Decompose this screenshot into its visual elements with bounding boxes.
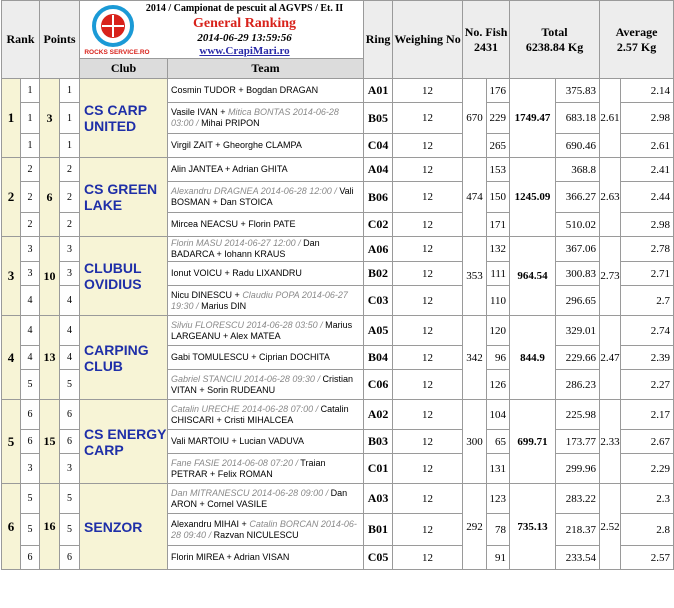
team-average: 2.44 — [621, 182, 674, 213]
table-row — [2, 400, 674, 430]
club-average: 2.73 — [600, 237, 621, 316]
pos-cell: 1 — [21, 134, 40, 158]
team-current: Razvan NICULESCU — [213, 529, 299, 540]
pos-cell: 3 — [21, 237, 40, 262]
weighing-value: 12 — [393, 400, 463, 430]
team-fish: 111 — [487, 262, 510, 286]
club-name: SENZOR — [80, 484, 168, 570]
team-average: 2.8 — [621, 514, 674, 546]
weighing-value: 12 — [393, 213, 463, 237]
pos-cell: 3 — [21, 454, 40, 484]
ring-value: B03 — [364, 430, 393, 454]
pos-cell: 6 — [21, 430, 40, 454]
title-block — [80, 1, 364, 59]
pos-cell: 2 — [21, 158, 40, 182]
pos-cell: 3 — [21, 262, 40, 286]
team-cell — [168, 484, 364, 514]
club-total: 699.71 — [510, 400, 556, 484]
points-value: 6 — [40, 158, 60, 237]
rank-value: 4 — [2, 316, 21, 400]
average-header-label: Average — [615, 24, 658, 39]
points-value: 15 — [40, 400, 60, 484]
weighing-value: 12 — [393, 262, 463, 286]
weighing-value: 12 — [393, 134, 463, 158]
team-current: Cosmin TUDOR + Bogdan DRAGAN — [171, 85, 319, 95]
team-cell — [168, 514, 364, 546]
team-prefix: Alexandru MIHAI + — [171, 518, 250, 529]
pos-cell: 4 — [21, 346, 40, 370]
pos-cell: 4 — [21, 286, 40, 316]
pos-cell: 6 — [21, 400, 40, 430]
team-total: 218.37 — [556, 514, 600, 546]
team-current: Florin MIREA + Adrian VISAN — [171, 552, 290, 562]
club-fish: 353 — [463, 237, 487, 316]
weighing-value: 12 — [393, 484, 463, 514]
team-current: Marius LARGEANU + Alex MATEA — [171, 319, 353, 341]
team-total: 286.23 — [556, 370, 600, 400]
ring-value: B06 — [364, 182, 393, 213]
team-average: 2.29 — [621, 454, 674, 484]
team-average: 2.98 — [621, 103, 674, 134]
club-name: CARPING CLUB — [80, 316, 168, 400]
club-name: CS CARP UNITED — [80, 79, 168, 158]
team-cell — [168, 370, 364, 400]
points-value: 16 — [40, 484, 60, 570]
team-total: 690.46 — [556, 134, 600, 158]
pos-cell-2: 5 — [60, 370, 80, 400]
ring-value: A05 — [364, 316, 393, 346]
team-total: 366.27 — [556, 182, 600, 213]
rank-header: Rank — [2, 1, 40, 79]
team-old: Gabriel STANCIU 2014-06-28 09:30 / — [171, 373, 320, 384]
team-cell — [168, 158, 364, 182]
club-average: 2.63 — [600, 158, 621, 237]
team-fish: 153 — [487, 158, 510, 182]
team-fish: 171 — [487, 213, 510, 237]
team-current: Dan ARON + Cornel VASILE — [171, 487, 348, 509]
club-total: 1749.47 — [510, 79, 556, 158]
total-header-value: 6238.84 Kg — [525, 39, 584, 54]
ring-value: B05 — [364, 103, 393, 134]
team-cell — [168, 400, 364, 430]
pos-cell: 5 — [21, 514, 40, 546]
team-average: 2.27 — [621, 370, 674, 400]
team-fish: 123 — [487, 484, 510, 514]
team-fish: 126 — [487, 370, 510, 400]
ring-value: A04 — [364, 158, 393, 182]
club-name: CLUBUL OVIDIUS — [80, 237, 168, 316]
ranking-body — [2, 79, 674, 570]
ring-value: A01 — [364, 79, 393, 103]
team-fish: 150 — [487, 182, 510, 213]
weighing-value: 12 — [393, 454, 463, 484]
pos-cell-2: 6 — [60, 546, 80, 570]
table-row — [2, 158, 674, 182]
pos-cell-2: 5 — [60, 484, 80, 514]
team-average: 2.14 — [621, 79, 674, 103]
pos-cell-2: 2 — [60, 182, 80, 213]
timestamp: 2014-06-29 13:59:56 — [197, 31, 292, 44]
fish-header-total: 2431 — [474, 39, 499, 54]
team-fish: 120 — [487, 316, 510, 346]
pos-cell: 5 — [21, 370, 40, 400]
team-cell — [168, 346, 364, 370]
team-current: Gabi TOMULESCU + Ciprian DOCHITA — [171, 352, 330, 362]
weighing-value: 12 — [393, 286, 463, 316]
page-title: General Ranking — [192, 15, 297, 31]
team-current: Traian PETRAR + Felix ROMAN — [171, 457, 326, 479]
team-cell — [168, 262, 364, 286]
total-header — [510, 1, 600, 79]
team-average: 2.61 — [621, 134, 674, 158]
team-fish: 176 — [487, 79, 510, 103]
weighing-value: 12 — [393, 546, 463, 570]
championship-title: 2014 / Campionat de pescuit al AGVPS / Et. II — [145, 2, 344, 14]
points-value: 3 — [40, 79, 60, 158]
pos-cell: 1 — [21, 79, 40, 103]
team-current: Mihai PRIPON — [201, 118, 260, 128]
team-total: 229.66 — [556, 346, 600, 370]
pos-cell-2: 2 — [60, 213, 80, 237]
rank-value: 6 — [2, 484, 21, 570]
pos-cell-2: 5 — [60, 514, 80, 546]
team-cell — [168, 430, 364, 454]
fish-header-label: No. Fish — [464, 24, 508, 39]
table-row — [2, 79, 674, 103]
ring-value: A03 — [364, 484, 393, 514]
rank-value: 3 — [2, 237, 21, 316]
pos-cell-2: 6 — [60, 430, 80, 454]
team-total: 368.8 — [556, 158, 600, 182]
team-average: 2.39 — [621, 346, 674, 370]
average-header — [600, 1, 674, 79]
rank-value: 1 — [2, 79, 21, 158]
club-header: Club — [80, 59, 168, 79]
team-total: 225.98 — [556, 400, 600, 430]
points-value: 13 — [40, 316, 60, 400]
team-fish: 229 — [487, 103, 510, 134]
team-fish: 265 — [487, 134, 510, 158]
club-fish: 670 — [463, 79, 487, 158]
club-fish: 292 — [463, 484, 487, 570]
ring-header: Ring — [364, 1, 393, 79]
rank-value: 2 — [2, 158, 21, 237]
team-cell — [168, 546, 364, 570]
team-average: 2.67 — [621, 430, 674, 454]
team-current: Alin JANTEA + Adrian GHITA — [171, 164, 288, 174]
team-current: Mircea NEACSU + Florin PATE — [171, 219, 296, 229]
pos-cell-2: 3 — [60, 454, 80, 484]
team-current: Cristian VITAN + Sorin RUDEANU — [171, 373, 353, 395]
club-fish: 342 — [463, 316, 487, 400]
pos-cell-2: 1 — [60, 79, 80, 103]
weighing-value: 12 — [393, 346, 463, 370]
team-old: Mitica BONTAS 2014-06-28 03:00 / — [171, 107, 339, 128]
ring-value: C02 — [364, 213, 393, 237]
team-prefix: Vasile IVAN + — [171, 107, 228, 117]
pos-cell-2: 1 — [60, 134, 80, 158]
team-fish: 91 — [487, 546, 510, 570]
club-average: 2.52 — [600, 484, 621, 570]
team-current: Ionut VOICU + Radu LIXANDRU — [171, 268, 302, 278]
ring-value: A02 — [364, 400, 393, 430]
club-name: CS GREEN LAKE — [80, 158, 168, 237]
club-average: 2.33 — [600, 400, 621, 484]
ring-value: C01 — [364, 454, 393, 484]
team-old: Catalin BORCAN 2014-06-28 09:40 / — [171, 518, 357, 540]
weighing-value: 12 — [393, 316, 463, 346]
team-old: Catalin URECHE 2014-06-28 07:00 / — [171, 403, 319, 414]
pos-cell: 5 — [21, 484, 40, 514]
pos-cell-2: 4 — [60, 346, 80, 370]
team-current: Catalin CHISCARI + Cristi MIHALCEA — [171, 403, 349, 425]
team-cell — [168, 237, 364, 262]
team-total: 173.77 — [556, 430, 600, 454]
team-old: Florin MASU 2014-06-27 12:00 / — [171, 238, 301, 248]
pos-cell: 1 — [21, 103, 40, 134]
ring-value: C06 — [364, 370, 393, 400]
club-total: 844.9 — [510, 316, 556, 400]
team-average: 2.57 — [621, 546, 674, 570]
team-current: Vali MARTOIU + Lucian VADUVA — [171, 436, 304, 446]
ring-value: C04 — [364, 134, 393, 158]
team-total: 296.65 — [556, 286, 600, 316]
team-average: 2.74 — [621, 316, 674, 346]
team-total: 329.01 — [556, 316, 600, 346]
team-fish: 65 — [487, 430, 510, 454]
team-total: 233.54 — [556, 546, 600, 570]
total-header-label: Total — [541, 24, 568, 39]
team-fish: 104 — [487, 400, 510, 430]
team-old: Silviu FLORESCU 2014-06-28 03:50 / — [171, 319, 323, 330]
pos-cell: 6 — [21, 546, 40, 570]
table-row — [2, 484, 674, 514]
team-average: 2.3 — [621, 484, 674, 514]
team-average: 2.71 — [621, 262, 674, 286]
team-average: 2.78 — [621, 237, 674, 262]
team-current: Vali BOSMAN + Dan STOICA — [171, 186, 354, 207]
logo-text: ROCKS SERVICE.RO — [84, 49, 150, 56]
ring-value: B01 — [364, 514, 393, 546]
team-total: 510.02 — [556, 213, 600, 237]
team-cell — [168, 134, 364, 158]
ring-value: C05 — [364, 546, 393, 570]
table-row — [2, 316, 674, 346]
team-fish: 110 — [487, 286, 510, 316]
team-fish: 96 — [487, 346, 510, 370]
weighing-value: 12 — [393, 514, 463, 546]
team-total: 283.22 — [556, 484, 600, 514]
weighing-header: Weighing No — [393, 1, 463, 79]
club-total: 735.13 — [510, 484, 556, 570]
club-total: 1245.09 — [510, 158, 556, 237]
team-cell — [168, 182, 364, 213]
average-header-value: 2.57 Kg — [616, 39, 657, 54]
pos-cell-2: 1 — [60, 103, 80, 134]
logo-icon — [83, 4, 151, 56]
team-cell — [168, 79, 364, 103]
pos-cell: 4 — [21, 316, 40, 346]
weighing-value: 12 — [393, 103, 463, 134]
team-total: 299.96 — [556, 454, 600, 484]
ring-value: B04 — [364, 346, 393, 370]
team-fish: 132 — [487, 237, 510, 262]
team-cell — [168, 213, 364, 237]
club-fish: 474 — [463, 158, 487, 237]
fish-header — [463, 1, 510, 79]
weighing-value: 12 — [393, 370, 463, 400]
team-average: 2.41 — [621, 158, 674, 182]
team-total: 375.83 — [556, 79, 600, 103]
pos-cell-2: 6 — [60, 400, 80, 430]
table-row — [2, 237, 674, 262]
team-average: 2.17 — [621, 400, 674, 430]
team-cell — [168, 316, 364, 346]
team-cell — [168, 103, 364, 134]
club-name: CS ENERGY CARP — [80, 400, 168, 484]
team-total: 367.06 — [556, 237, 600, 262]
club-average: 2.47 — [600, 316, 621, 400]
pos-cell-2: 3 — [60, 262, 80, 286]
weighing-value: 12 — [393, 79, 463, 103]
team-fish: 78 — [487, 514, 510, 546]
team-header: Team — [168, 59, 364, 79]
team-current: Dan BADARCA + Iohann KRAUS — [171, 238, 320, 259]
rank-value: 5 — [2, 400, 21, 484]
site-link[interactable]: www.CrapiMari.ro — [199, 44, 290, 57]
ring-value: A06 — [364, 237, 393, 262]
points-value: 10 — [40, 237, 60, 316]
team-average: 2.98 — [621, 213, 674, 237]
pos-cell-2: 4 — [60, 316, 80, 346]
ranking-table — [1, 0, 674, 570]
team-old: Dan MITRANESCU 2014-06-28 09:00 / — [171, 487, 329, 498]
team-old: Claudiu POPA 2014-06-27 19:30 / — [171, 289, 348, 311]
weighing-value: 12 — [393, 182, 463, 213]
weighing-value: 12 — [393, 430, 463, 454]
team-current: Virgil ZAIT + Gheorghe CLAMPA — [171, 140, 302, 150]
pos-cell: 2 — [21, 182, 40, 213]
team-old: Alexandru DRAGNEA 2014-06-28 12:00 / — [171, 186, 337, 196]
team-total: 300.83 — [556, 262, 600, 286]
pos-cell-2: 3 — [60, 237, 80, 262]
team-average: 2.7 — [621, 286, 674, 316]
team-cell — [168, 454, 364, 484]
weighing-value: 12 — [393, 158, 463, 182]
pos-cell-2: 2 — [60, 158, 80, 182]
team-fish: 131 — [487, 454, 510, 484]
team-cell — [168, 286, 364, 316]
team-old: Fane FASIE 2014-06-08 07:20 / — [171, 457, 298, 468]
pos-cell: 2 — [21, 213, 40, 237]
club-total: 964.54 — [510, 237, 556, 316]
ring-value: C03 — [364, 286, 393, 316]
weighing-value: 12 — [393, 237, 463, 262]
points-header: Points — [40, 1, 80, 79]
ring-value: B02 — [364, 262, 393, 286]
team-prefix: Nicu DINESCU + — [171, 289, 243, 300]
team-total: 683.18 — [556, 103, 600, 134]
club-average: 2.61 — [600, 79, 621, 158]
club-fish: 300 — [463, 400, 487, 484]
pos-cell-2: 4 — [60, 286, 80, 316]
team-current: Marius DIN — [201, 300, 247, 311]
